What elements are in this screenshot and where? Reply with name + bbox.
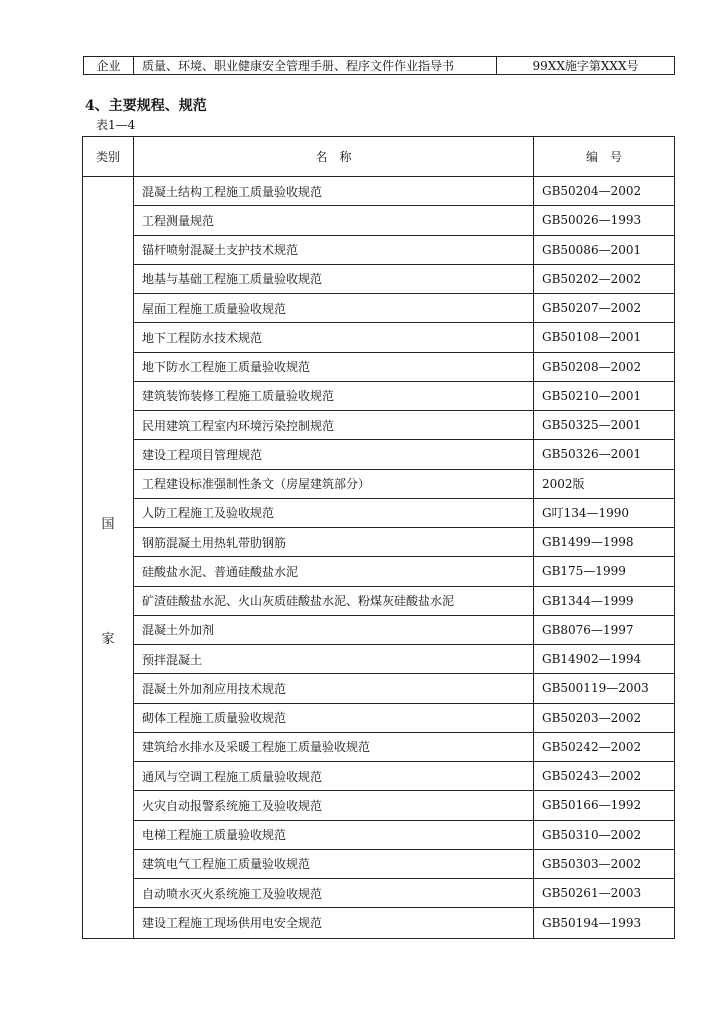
standard-name-cell: 混凝土结构工程施工质量验收规范 xyxy=(134,177,534,205)
table-body xyxy=(83,177,674,938)
header-document-number: 99XX施字第XXX号 xyxy=(532,59,639,73)
standard-code-cell: GB50207—2002 xyxy=(542,301,642,316)
table-row xyxy=(134,323,674,352)
standard-name-cell: 民用建筑工程室内环境污染控制规范 xyxy=(134,411,534,439)
table-row xyxy=(134,587,674,616)
standard-name-cell: 建筑装饰装修工程施工质量验收规范 xyxy=(134,382,534,410)
document-header xyxy=(83,56,675,75)
table-row xyxy=(134,206,674,235)
standard-code-cell: GB8076—1997 xyxy=(542,622,634,637)
standard-name-cell: 地基与基础工程施工质量验收规范 xyxy=(134,265,534,293)
standard-code-cell: GB50325—2001 xyxy=(542,418,642,433)
table-row xyxy=(134,645,674,674)
table-label: 表1—4 xyxy=(96,118,136,132)
standard-name-cell: 砌体工程施工质量验收规范 xyxy=(134,704,534,732)
standard-name-cell: 地下工程防水技术规范 xyxy=(134,323,534,351)
standard-code-cell: GB50202—2002 xyxy=(542,271,642,286)
table-row xyxy=(134,528,674,557)
table-row xyxy=(134,791,674,820)
standard-code-cell: GB50194—1993 xyxy=(542,915,642,930)
standard-code-cell: GB14902—1994 xyxy=(542,652,642,667)
table-row xyxy=(134,382,674,411)
table-row xyxy=(134,879,674,908)
standard-name-cell: 矿渣硅酸盐水泥、火山灰质硅酸盐水泥、粉煤灰硅酸盐水泥 xyxy=(134,587,534,615)
standard-name-cell: 人防工程施工及验收规范 xyxy=(134,499,534,527)
standard-code-cell: GB50326—2001 xyxy=(542,447,642,462)
standard-code-cell: GB50026—1993 xyxy=(542,213,642,228)
standard-name-cell: 火灾自动报警系统施工及验收规范 xyxy=(134,791,534,819)
standard-code-cell: GB50203—2002 xyxy=(542,710,642,725)
standard-code-cell: G叮134—1990 xyxy=(542,506,630,521)
category-cell-national xyxy=(83,177,134,938)
standard-code-cell: GB175—1999 xyxy=(542,564,626,579)
standard-code-cell: GB1499—1998 xyxy=(542,535,634,550)
standard-name-cell: 预拌混凝土 xyxy=(134,645,534,673)
table-row xyxy=(134,557,674,586)
header-document-title: 质量、环境、职业健康安全管理手册、程序文件作业指导书 xyxy=(134,57,497,74)
table-row xyxy=(134,762,674,791)
standard-name-cell: 建设工程施工现场供用电安全规范 xyxy=(134,908,534,937)
standard-code-cell: GB50310—2002 xyxy=(542,827,642,842)
standard-name-cell: 硅酸盐水泥、普通硅酸盐水泥 xyxy=(134,557,534,585)
standard-code-cell: GB50242—2002 xyxy=(542,739,642,754)
standard-name-cell: 通风与空调工程施工质量验收规范 xyxy=(134,762,534,790)
section-title: 4、主要规程、规范 xyxy=(85,98,207,114)
category-char: 家 xyxy=(101,632,115,647)
standard-name-cell: 锚杆喷射混凝土支护技术规范 xyxy=(134,236,534,264)
standard-name-cell: 屋面工程施工质量验收规范 xyxy=(134,294,534,322)
standard-name-cell: 建筑电气工程施工质量验收规范 xyxy=(134,850,534,878)
standard-code-cell: GB50086—2001 xyxy=(542,242,642,257)
table-row xyxy=(134,908,674,937)
header-name-cell: 名 称 xyxy=(134,137,534,176)
table-row xyxy=(134,411,674,440)
standard-code-cell: GB50210—2001 xyxy=(542,388,642,403)
standard-code-cell: GB500119—2003 xyxy=(542,681,649,696)
table-row xyxy=(134,850,674,879)
table-row xyxy=(134,236,674,265)
table-row xyxy=(134,353,674,382)
table-row xyxy=(134,294,674,323)
table-header-row xyxy=(83,137,674,177)
standard-code-cell: GB50166—1992 xyxy=(542,798,642,813)
table-row xyxy=(134,821,674,850)
standard-name-cell: 工程测量规范 xyxy=(134,206,534,234)
standard-name-cell: 建筑给水排水及采暖工程施工质量验收规范 xyxy=(134,733,534,761)
table-row xyxy=(134,733,674,762)
header-code-cell: 编 号 xyxy=(585,150,622,164)
standard-name-cell: 钢筋混凝土用热轧带肋钢筋 xyxy=(134,528,534,556)
table-row xyxy=(134,704,674,733)
standard-code-cell: GB50303—2002 xyxy=(542,856,642,871)
table-row xyxy=(134,265,674,294)
table-rows xyxy=(134,177,674,938)
table-row xyxy=(134,470,674,499)
category-char: 国 xyxy=(101,517,115,532)
standard-code-cell: GB50204—2002 xyxy=(542,184,642,199)
standard-name-cell: 自动喷水灭火系统施工及验收规范 xyxy=(134,879,534,907)
standard-name-cell: 工程建设标准强制性条文（房屋建筑部分） xyxy=(134,470,534,498)
standard-name-cell: 混凝土外加剂 xyxy=(134,616,534,644)
header-category: 企业 xyxy=(84,57,134,74)
standard-code-cell: 2002版 xyxy=(542,477,585,492)
table-row xyxy=(134,440,674,469)
standard-code-cell: GB1344—1999 xyxy=(542,593,634,608)
standard-name-cell: 地下防水工程施工质量验收规范 xyxy=(134,353,534,381)
table-row xyxy=(134,177,674,206)
standard-code-cell: GB50243—2002 xyxy=(542,769,642,784)
standard-name-cell: 混凝土外加剂应用技术规范 xyxy=(134,674,534,702)
standard-code-cell: GB50108—2001 xyxy=(542,330,642,345)
standards-table xyxy=(82,136,675,939)
standard-code-cell: GB50208—2002 xyxy=(542,359,642,374)
header-category-cell: 类别 xyxy=(83,137,134,176)
standard-name-cell: 电梯工程施工质量验收规范 xyxy=(134,821,534,849)
table-row xyxy=(134,674,674,703)
standard-name-cell: 建设工程项目管理规范 xyxy=(134,440,534,468)
standard-code-cell: GB50261—2003 xyxy=(542,886,642,901)
table-row xyxy=(134,616,674,645)
table-row xyxy=(134,499,674,528)
